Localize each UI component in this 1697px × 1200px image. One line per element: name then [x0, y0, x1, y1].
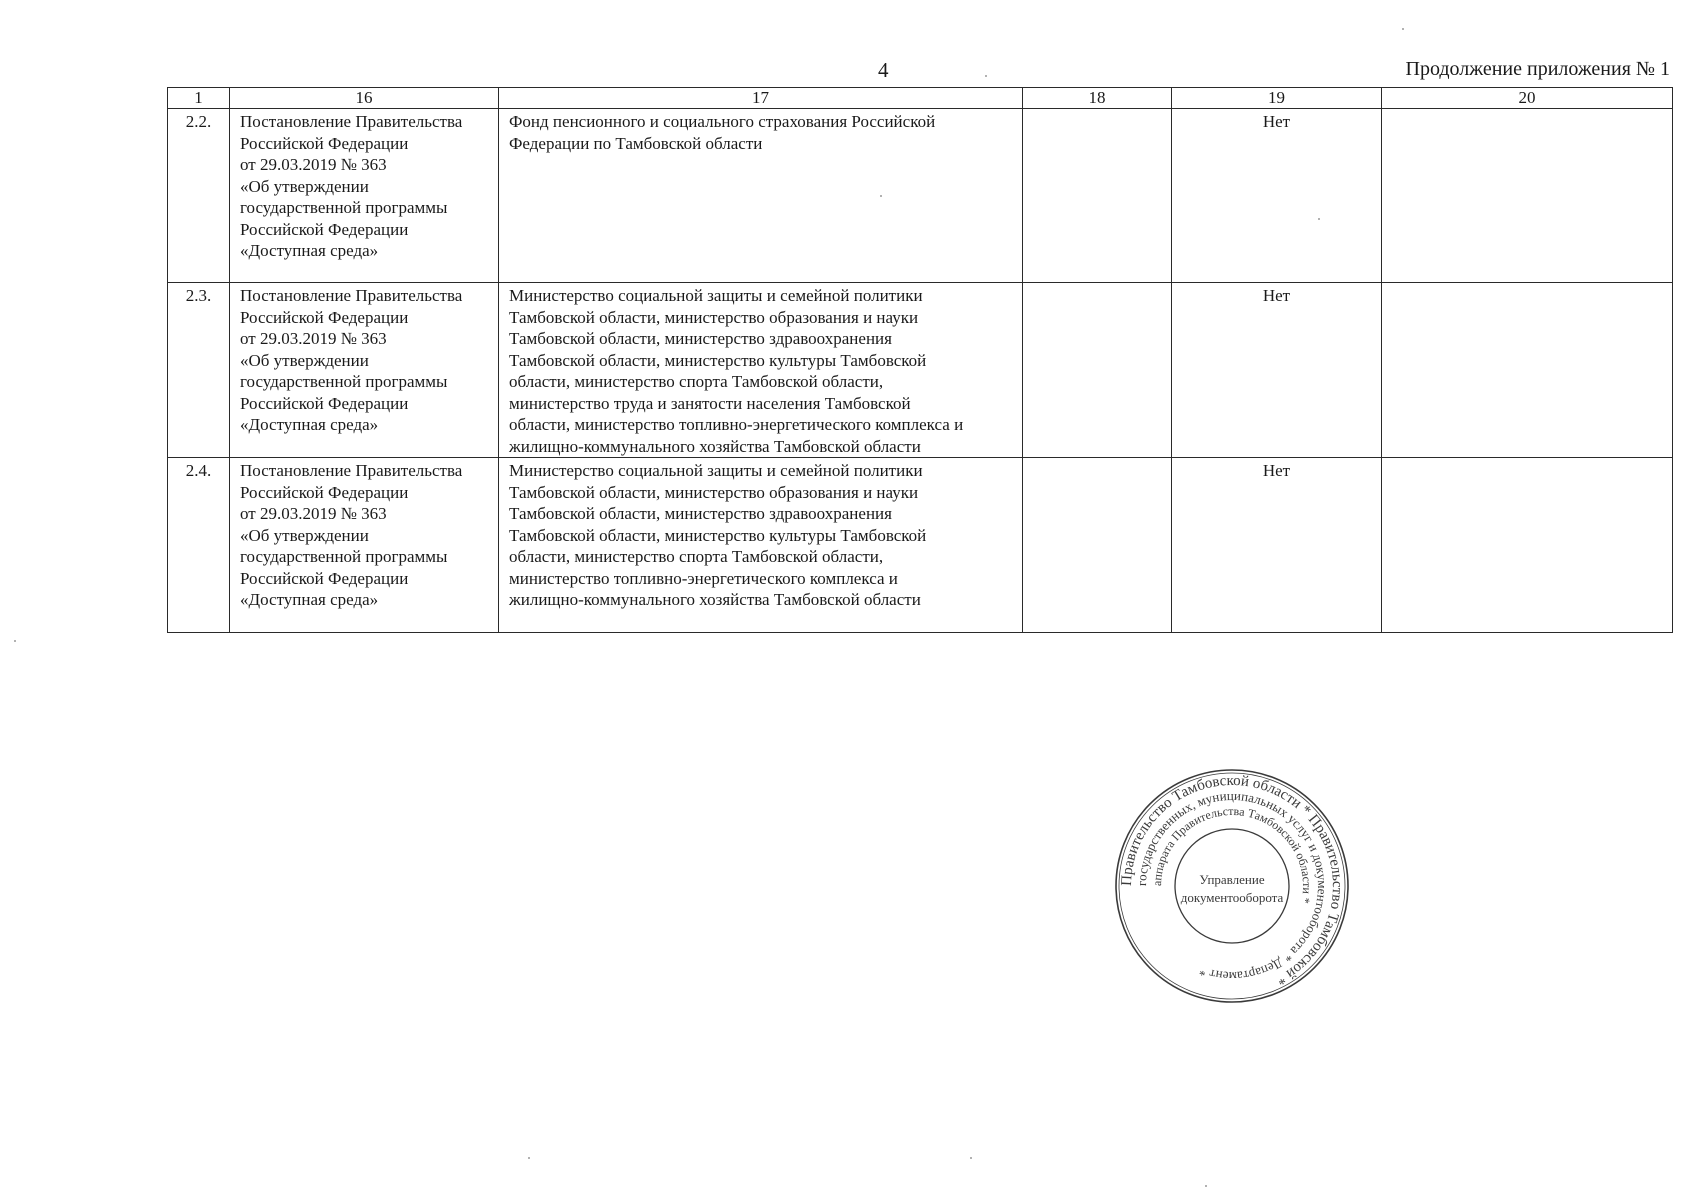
- table-row: [168, 109, 1673, 283]
- text-line: области, министерство спорта Тамбовской области,: [509, 372, 884, 391]
- text-line: «Об утверждении: [240, 176, 369, 196]
- column-20-cell: [1382, 283, 1673, 458]
- text-line: Тамбовской области, министерство культуры Тамбовской: [509, 525, 927, 545]
- appendix-continuation-label: Продолжение приложения № 1: [1405, 58, 1670, 80]
- stamp-center-line-2: документооборота: [1180, 890, 1284, 905]
- responsible-bodies-cell: [499, 458, 1023, 633]
- text-line: Тамбовской области, министерство образования и науки: [509, 482, 919, 502]
- text-line: министерство труда и занятости населения Тамбовской: [509, 393, 911, 413]
- scan-speck: [985, 75, 987, 77]
- document-table: [167, 87, 1673, 633]
- text-line: Российской Федерации: [240, 568, 409, 588]
- text-line: государственной программы: [240, 198, 448, 217]
- column-19-cell: Нет: [1172, 109, 1382, 283]
- text-line: Российской Федерации: [240, 482, 409, 502]
- text-line: Постановление Правительства: [240, 112, 463, 131]
- column-19-cell: Нет: [1172, 283, 1382, 458]
- text-line: Министерство социальной защиты и семейной политики: [509, 461, 923, 480]
- scan-speck: [1205, 1185, 1207, 1187]
- text-line: государственной программы: [240, 372, 448, 391]
- text-line: «Об утверждении: [240, 350, 369, 370]
- column-header: 20: [1382, 88, 1673, 109]
- row-number: 2.3.: [168, 283, 230, 458]
- stamp-center-line-1: Управление: [1199, 872, 1265, 887]
- legal-act-cell: [230, 458, 499, 633]
- scan-speck: [1318, 218, 1320, 220]
- table-header-row: [168, 88, 1673, 109]
- text-line: государственной программы: [240, 547, 448, 566]
- text-line: Федерации по Тамбовской области: [509, 133, 763, 153]
- stamp-inner-text: аппарата Правительства Тамбовской области *: [1149, 803, 1315, 905]
- text-line: Тамбовской области, министерство образования и науки: [509, 307, 919, 327]
- scan-speck: [970, 1157, 972, 1159]
- official-stamp: [1113, 767, 1351, 1005]
- text-line: Тамбовской области, министерство здравоохранения: [509, 329, 892, 348]
- scan-speck: [880, 195, 882, 197]
- text-line: от 29.03.2019 № 363: [240, 504, 387, 523]
- legal-act-cell: [230, 283, 499, 458]
- text-line: Министерство социальной защиты и семейной политики: [509, 286, 923, 305]
- scan-speck: [14, 640, 16, 642]
- table-row: [168, 458, 1673, 633]
- stamp-outer-text: Правительство Тамбовской области * Правительство Тамбовской *: [1118, 772, 1346, 988]
- responsible-bodies-cell: [499, 283, 1023, 458]
- text-line: «Доступная среда»: [240, 415, 379, 434]
- text-line: Тамбовской области, министерство здравоохранения: [509, 504, 892, 523]
- column-header: 17: [499, 88, 1023, 109]
- column-header: 18: [1023, 88, 1172, 109]
- text-line: от 29.03.2019 № 363: [240, 329, 387, 348]
- text-line: Фонд пенсионного и социального страхования Российской: [509, 112, 936, 131]
- text-line: Российской Федерации: [240, 133, 409, 153]
- text-line: жилищно-коммунального хозяйства Тамбовской области: [509, 590, 921, 609]
- responsible-bodies-cell: [499, 109, 1023, 283]
- text-line: области, министерство топливно-энергетического комплекса и: [509, 415, 964, 434]
- text-line: области, министерство спорта Тамбовской области,: [509, 547, 884, 566]
- stamp-middle-text: государственных, муниципальных услуг и документооборота * Департамент *: [1133, 787, 1331, 985]
- column-header: 16: [230, 88, 499, 109]
- row-number: 2.4.: [168, 458, 230, 633]
- text-line: Тамбовской области, министерство культуры Тамбовской: [509, 350, 927, 370]
- legal-act-cell: [230, 109, 499, 283]
- scan-speck: [528, 1157, 530, 1159]
- text-line: «Доступная среда»: [240, 590, 379, 609]
- text-line: министерство топливно-энергетического комплекса и: [509, 568, 898, 588]
- column-20-cell: [1382, 109, 1673, 283]
- column-19-cell: Нет: [1172, 458, 1382, 633]
- text-line: жилищно-коммунального хозяйства Тамбовской области: [509, 436, 921, 456]
- column-18-cell: [1023, 283, 1172, 458]
- column-20-cell: [1382, 458, 1673, 633]
- text-line: Российской Федерации: [240, 393, 409, 413]
- text-line: «Об утверждении: [240, 525, 369, 545]
- text-line: «Доступная среда»: [240, 241, 379, 260]
- scan-speck: [1402, 28, 1404, 30]
- text-line: Российской Федерации: [240, 307, 409, 327]
- text-line: от 29.03.2019 № 363: [240, 155, 387, 174]
- page-number: 4: [878, 58, 889, 82]
- column-header: 1: [168, 88, 230, 109]
- text-line: Постановление Правительства: [240, 461, 463, 480]
- column-18-cell: [1023, 109, 1172, 283]
- column-18-cell: [1023, 458, 1172, 633]
- text-line: Российской Федерации: [240, 219, 409, 239]
- row-number: 2.2.: [168, 109, 230, 283]
- stamp-seal-icon: [1113, 767, 1351, 1005]
- table-row: [168, 283, 1673, 458]
- column-header: 19: [1172, 88, 1382, 109]
- text-line: Постановление Правительства: [240, 286, 463, 305]
